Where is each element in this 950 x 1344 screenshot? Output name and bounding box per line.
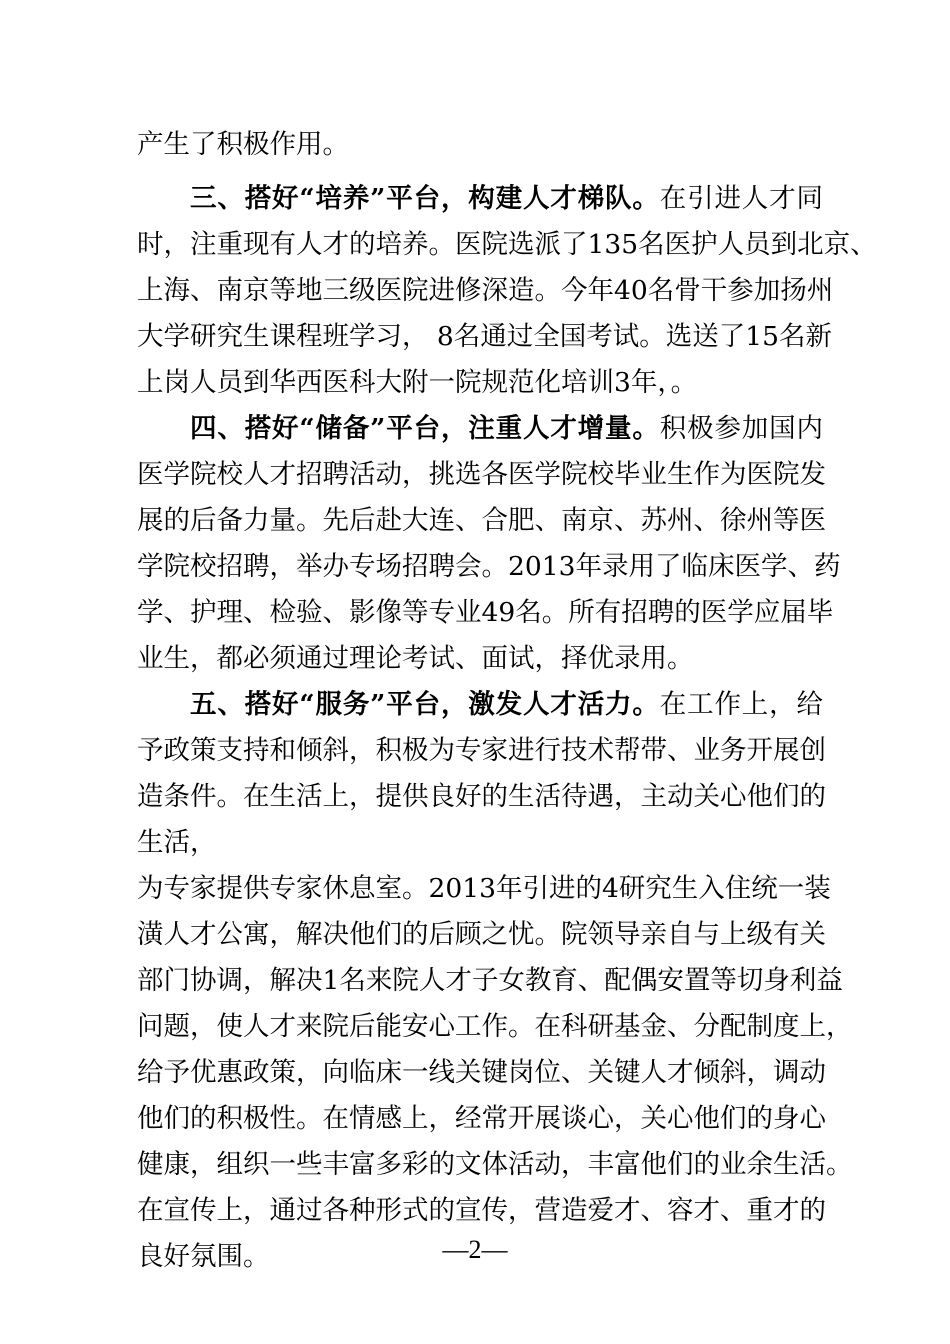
paragraph-line: 给予优惠政策，向临床一线关键岗位、关键人才倾斜，调动: [137, 1057, 826, 1088]
paragraph-line: 良好氛围。: [137, 1241, 270, 1272]
paragraph-line: 在宣传上，通过各种形式的宣传，营造爱才、容才、重才的: [137, 1195, 826, 1226]
paragraph-line: 健康，组织一些丰富多彩的文体活动，丰富他们的业余生活。: [137, 1149, 853, 1180]
paragraph-line: 上海、南京等地三级医院进修深造。今年40名骨干参加扬州: [137, 275, 834, 306]
paragraph-line: 时，注重现有人才的培养。医院选派了135名医护人员到北京、: [137, 229, 877, 260]
paragraph-line: 学、护理、检验、影像等专业49名。所有招聘的医学应届毕: [137, 597, 834, 628]
paragraph-line: 部门协调，解决1名来院人才子女教育、配偶安置等切身利益: [137, 965, 843, 996]
paragraph-line: 为专家提供专家休息室。2013年引进的4研究生入住统一装: [137, 873, 831, 904]
paragraph-line: 大学研究生课程班学习， 8名通过全国考试。选送了15名新: [137, 321, 833, 352]
paragraph-line: 问题，使人才来院后能安心工作。在科研基金、分配制度上，: [137, 1011, 853, 1042]
paragraph-line: 他们的积极性。在情感上，经常开展谈心，关心他们的身心: [137, 1103, 826, 1134]
paragraph-line: 展的后备力量。先后赴大连、合肥、南京、苏州、徐州等医: [137, 505, 826, 536]
section-heading-line: 三、搭好“培养”平台，构建人才梯队。在引进人才同: [190, 183, 823, 214]
section-heading-line: 四、搭好“储备”平台，注重人才增量。积极参加国内: [190, 413, 823, 444]
paragraph-line: 业生，都必须通过理论考试、面试，择优录用。: [137, 643, 694, 674]
paragraph-line: 上岗人员到华西医科大附一院规范化培训3年，。: [137, 367, 698, 398]
section-heading: 四、搭好“储备”平台，注重人才增量。: [190, 413, 660, 444]
paragraph-line: 生活，: [137, 827, 217, 858]
section-heading: 三、搭好“培养”平台，构建人才梯队。: [190, 183, 660, 214]
paragraph-line: 产生了积极作用。: [137, 129, 349, 160]
paragraph-line: 予政策支持和倾斜，积极为专家进行技术帮带、业务开展创: [137, 735, 826, 766]
paragraph-line: 造条件。在生活上，提供良好的生活待遇，主动关心他们的: [137, 781, 826, 812]
section-heading-line: 五、搭好“服务”平台，激发人才活力。在工作上，给: [190, 689, 823, 720]
section-heading: 五、搭好“服务”平台，激发人才活力。: [190, 689, 660, 720]
paragraph-line: 学院校招聘，举办专场招聘会。2013年录用了临床医学、药: [137, 551, 841, 582]
paragraph-line: 潢人才公寓，解决他们的后顾之忧。院领导亲自与上级有关: [137, 919, 826, 950]
page-number: —2—: [442, 1235, 508, 1264]
paragraph-line: 医学院校人才招聘活动，挑选各医学院校毕业生作为医院发: [137, 459, 826, 490]
